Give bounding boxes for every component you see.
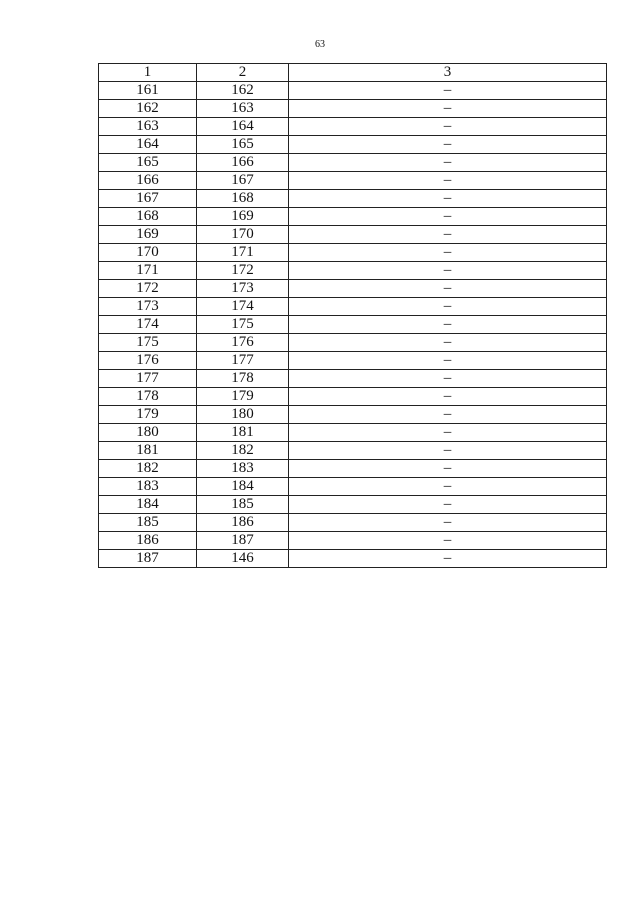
cell-col-3: –: [289, 370, 607, 388]
cell-col-3: –: [289, 298, 607, 316]
cell-col-1: 185: [99, 514, 197, 532]
table-header-row: [99, 64, 607, 82]
table-row: [99, 226, 607, 244]
cell-col-1: 165: [99, 154, 197, 172]
cell-col-1: 161: [99, 82, 197, 100]
cell-col-2: 176: [197, 334, 289, 352]
cell-col-2: 187: [197, 532, 289, 550]
table-row: [99, 262, 607, 280]
cell-col-2: 186: [197, 514, 289, 532]
cell-col-3: –: [289, 532, 607, 550]
cell-col-3: –: [289, 136, 607, 154]
cell-col-1: 179: [99, 406, 197, 424]
cell-col-1: 171: [99, 262, 197, 280]
table-row: [99, 280, 607, 298]
cell-col-1: 172: [99, 280, 197, 298]
cell-col-3: –: [289, 496, 607, 514]
cell-col-3: –: [289, 82, 607, 100]
cell-col-2: 183: [197, 460, 289, 478]
cell-col-1: 178: [99, 388, 197, 406]
table-row: [99, 424, 607, 442]
cell-col-3: –: [289, 388, 607, 406]
cell-col-3: –: [289, 406, 607, 424]
cell-col-1: 180: [99, 424, 197, 442]
cell-col-2: 165: [197, 136, 289, 154]
cell-col-2: 184: [197, 478, 289, 496]
cell-col-3: –: [289, 478, 607, 496]
column-header-3: 3: [289, 64, 607, 82]
table-row: [99, 154, 607, 172]
cell-col-3: –: [289, 334, 607, 352]
table-row: [99, 460, 607, 478]
table-row: [99, 190, 607, 208]
cell-col-1: 184: [99, 496, 197, 514]
cell-col-2: 162: [197, 82, 289, 100]
cell-col-3: –: [289, 280, 607, 298]
cell-col-3: –: [289, 190, 607, 208]
cell-col-1: 182: [99, 460, 197, 478]
cell-col-2: 163: [197, 100, 289, 118]
table-row: [99, 370, 607, 388]
table-row: [99, 208, 607, 226]
cell-col-2: 146: [197, 550, 289, 568]
table-row: [99, 532, 607, 550]
data-table: [98, 63, 607, 568]
cell-col-3: –: [289, 244, 607, 262]
cell-col-1: 168: [99, 208, 197, 226]
cell-col-2: 180: [197, 406, 289, 424]
column-header-1: 1: [99, 64, 197, 82]
table-row: [99, 136, 607, 154]
cell-col-1: 170: [99, 244, 197, 262]
cell-col-1: 186: [99, 532, 197, 550]
cell-col-3: –: [289, 154, 607, 172]
cell-col-1: 187: [99, 550, 197, 568]
data-table-container: [98, 63, 606, 568]
cell-col-2: 168: [197, 190, 289, 208]
cell-col-2: 169: [197, 208, 289, 226]
cell-col-2: 175: [197, 316, 289, 334]
cell-col-1: 166: [99, 172, 197, 190]
table-row: [99, 514, 607, 532]
table-row: [99, 442, 607, 460]
cell-col-2: 173: [197, 280, 289, 298]
cell-col-2: 177: [197, 352, 289, 370]
cell-col-3: –: [289, 424, 607, 442]
cell-col-2: 172: [197, 262, 289, 280]
cell-col-1: 177: [99, 370, 197, 388]
cell-col-2: 182: [197, 442, 289, 460]
cell-col-1: 163: [99, 118, 197, 136]
column-header-2: 2: [197, 64, 289, 82]
table-row: [99, 118, 607, 136]
table-body: [99, 82, 607, 568]
cell-col-1: 183: [99, 478, 197, 496]
page-number: 63: [315, 39, 325, 50]
cell-col-2: 178: [197, 370, 289, 388]
cell-col-2: 167: [197, 172, 289, 190]
cell-col-3: –: [289, 316, 607, 334]
cell-col-1: 174: [99, 316, 197, 334]
cell-col-3: –: [289, 118, 607, 136]
cell-col-3: –: [289, 514, 607, 532]
cell-col-1: 167: [99, 190, 197, 208]
cell-col-3: –: [289, 460, 607, 478]
table-row: [99, 316, 607, 334]
cell-col-1: 175: [99, 334, 197, 352]
table-row: [99, 496, 607, 514]
cell-col-3: –: [289, 172, 607, 190]
cell-col-3: –: [289, 100, 607, 118]
cell-col-2: 164: [197, 118, 289, 136]
cell-col-3: –: [289, 226, 607, 244]
cell-col-1: 169: [99, 226, 197, 244]
cell-col-1: 176: [99, 352, 197, 370]
cell-col-3: –: [289, 442, 607, 460]
table-row: [99, 244, 607, 262]
cell-col-2: 179: [197, 388, 289, 406]
table-row: [99, 82, 607, 100]
table-row: [99, 298, 607, 316]
table-row: [99, 550, 607, 568]
cell-col-2: 171: [197, 244, 289, 262]
cell-col-2: 185: [197, 496, 289, 514]
table-header: [99, 64, 607, 82]
table-row: [99, 100, 607, 118]
cell-col-1: 164: [99, 136, 197, 154]
cell-col-2: 181: [197, 424, 289, 442]
cell-col-3: –: [289, 550, 607, 568]
table-row: [99, 406, 607, 424]
cell-col-1: 173: [99, 298, 197, 316]
cell-col-3: –: [289, 262, 607, 280]
table-row: [99, 334, 607, 352]
cell-col-3: –: [289, 208, 607, 226]
cell-col-2: 170: [197, 226, 289, 244]
cell-col-2: 174: [197, 298, 289, 316]
cell-col-1: 181: [99, 442, 197, 460]
table-row: [99, 352, 607, 370]
cell-col-1: 162: [99, 100, 197, 118]
table-row: [99, 172, 607, 190]
table-row: [99, 478, 607, 496]
cell-col-3: –: [289, 352, 607, 370]
cell-col-2: 166: [197, 154, 289, 172]
table-row: [99, 388, 607, 406]
